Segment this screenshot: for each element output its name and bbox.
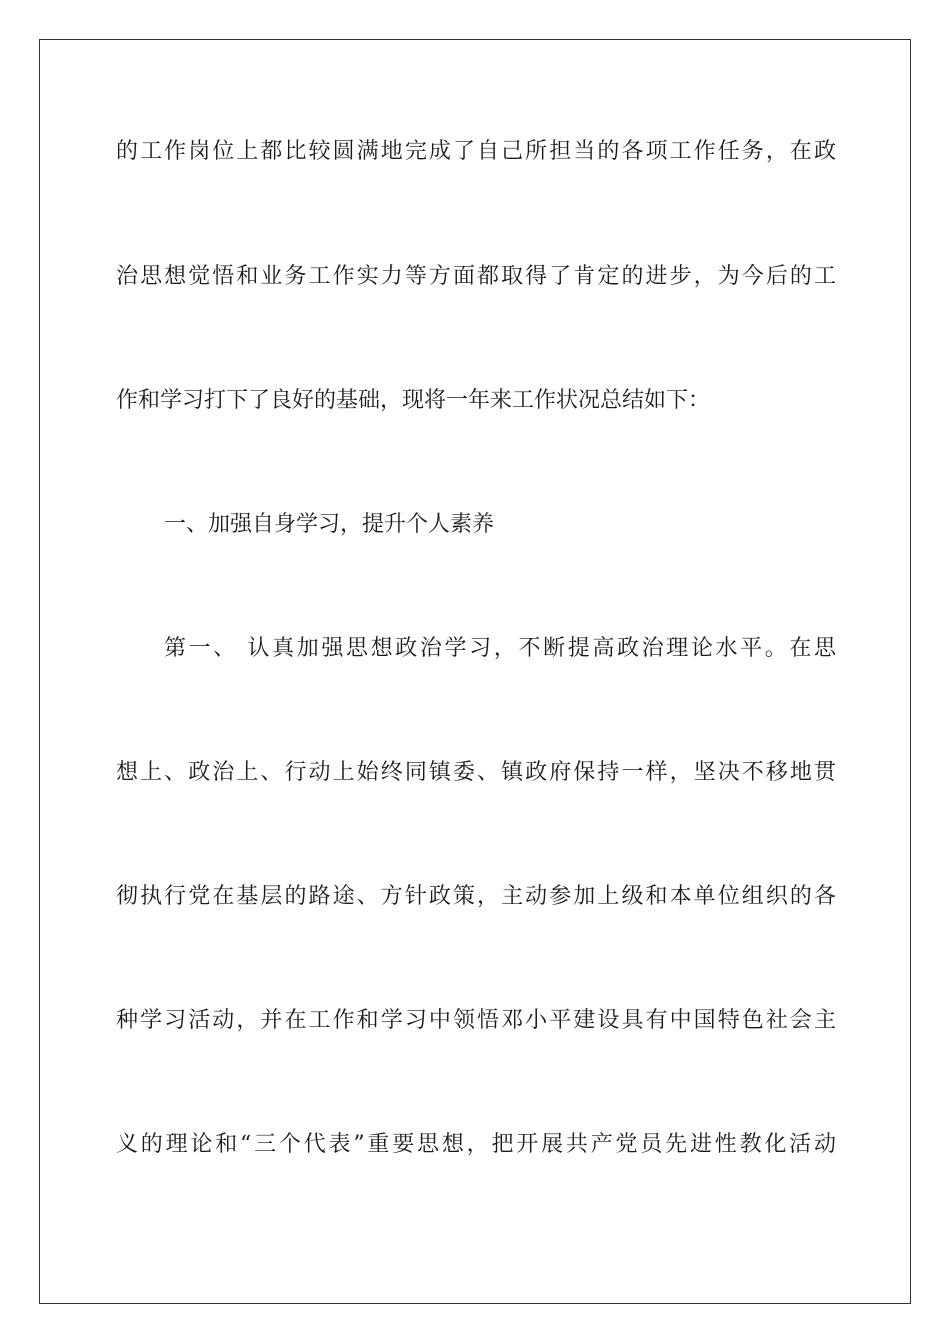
section-heading: 一、加强自身学习，提升个人素养 — [164, 512, 495, 537]
body-line-8: 种学习活动，并在工作和学习中领悟邓小平建设具有中国特色社会主 — [116, 1008, 836, 1033]
body-line-6: 想上、政治上、行动上始终同镇委、镇政府保持一样，坚决不移地贯 — [116, 760, 836, 785]
page-border — [39, 39, 911, 1304]
body-line-3: 作和学习打下了良好的基础，现将一年来工作状况总结如下： — [116, 388, 711, 413]
body-line-5: 第一、 认真加强思想政治学习，不断提高政治理论水平。在思 — [164, 636, 836, 661]
body-line-7: 彻执行党在基层的路途、方针政策，主动参加上级和本单位组织的各 — [116, 884, 836, 909]
body-line-9: 义的理论和“三个代表”重要思想，把开展共产党员先进性教化活动 — [116, 1132, 836, 1157]
body-line-1: 的工作岗位上都比较圆满地完成了自己所担当的各项工作任务，在政 — [116, 139, 836, 164]
body-line-2: 治思想觉悟和业务工作实力等方面都取得了肯定的进步，为今后的工 — [116, 264, 836, 289]
